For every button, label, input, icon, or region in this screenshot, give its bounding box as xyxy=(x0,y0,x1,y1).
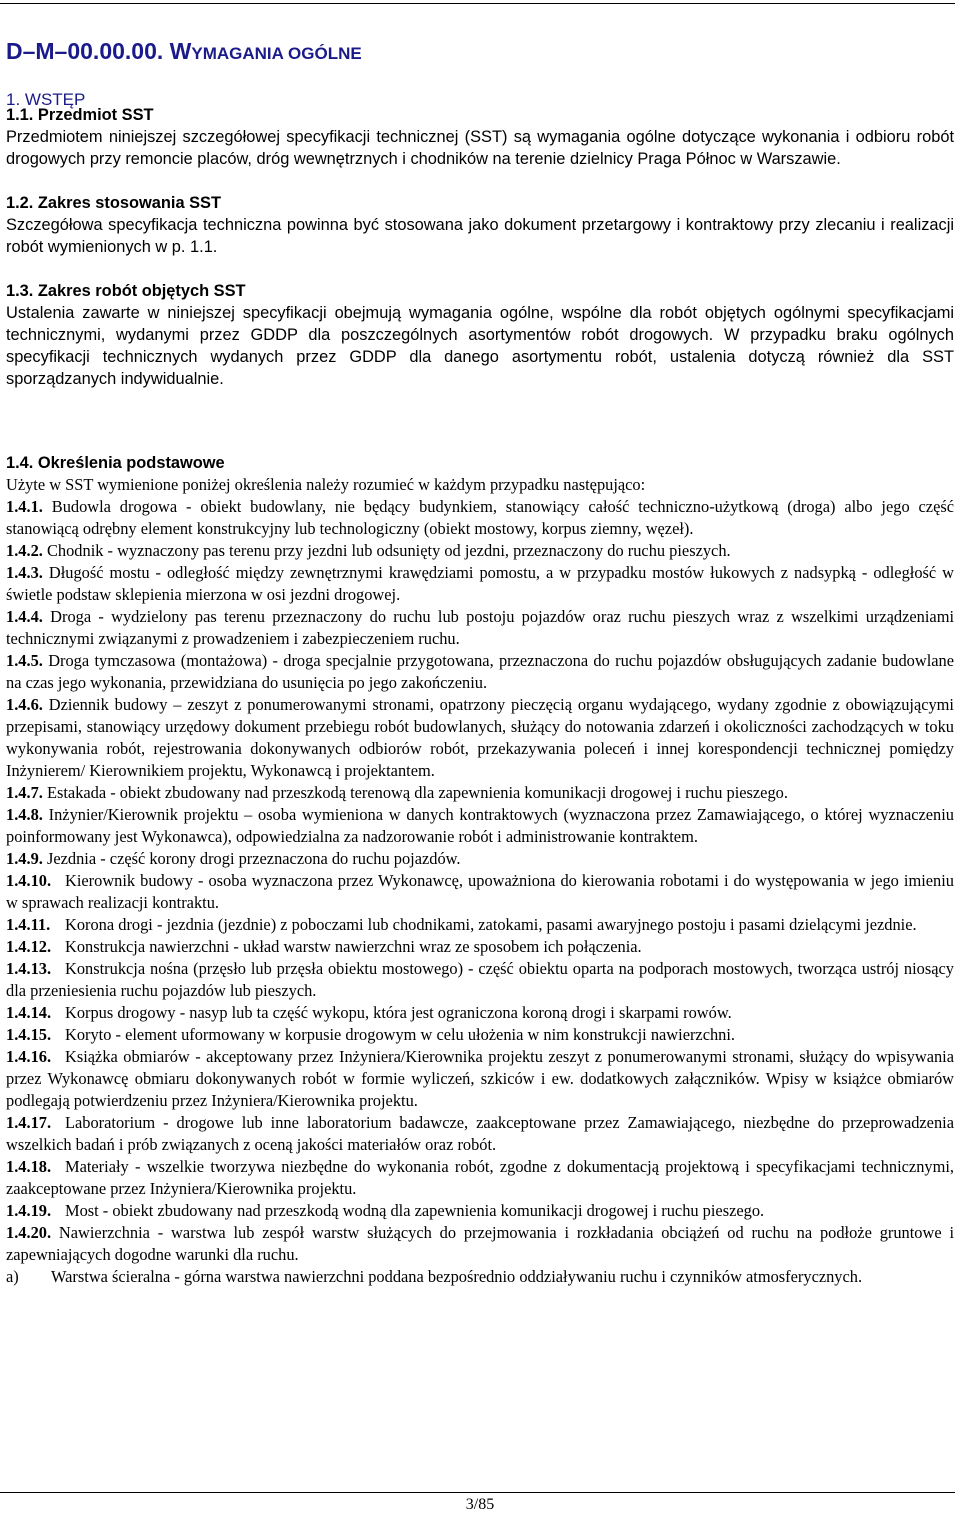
definition-number: 1.4.19. xyxy=(6,1201,52,1220)
definition-number: 1.4.8. xyxy=(6,805,43,824)
section-body: Ustalenia zawarte w niniejszej specyfikacji obejmują wymagania ogólne, wspólne dla robót objętych ogólnymi specyfikacjami technicznymi, wydanymi przez GDDP dla poszczególnych asortymentów robót drogowych. W przypadku braku ogólnych specyfikacji technicznych wydanych przez GDDP dla danego asortymentu robót, ustalenia dotyczą również dla SST sporządzanych indywidualnie. xyxy=(6,304,954,388)
definition-text: Warstwa ścieralna - górna warstwa nawierzchni poddana bezpośrednio oddziaływaniu ruchu i czynników atmosferycznych. xyxy=(51,1267,863,1286)
definition-item xyxy=(6,936,954,958)
definition-text: Książka obmiarów - akceptowany przez Inżyniera/Kierownika projektu zeszyt z ponumerowanymi stronami, służący do wpisywania przez Wykonawcę obmiaru dokonywanych robót w formie wyliczeń, szkiców i ew. dodatkowych załączników. Wpisy w książce obmiarów podlegają potwierdzeniu przez Inżyniera/Kierownika projektu. xyxy=(6,1047,954,1110)
definition-number: 1.4.2. xyxy=(6,541,43,560)
definitions-section xyxy=(6,452,954,1288)
definition-number: 1.4.3. xyxy=(6,563,43,582)
definition-item xyxy=(6,496,954,540)
definition-text: Dziennik budowy – zeszyt z ponumerowanymi stronami, opatrzony pieczęcią organu wydającego, wydany zgodnie z obowiązującymi przepisami, stanowiący urzędowy dokument przebiegu robót budowlanych, służący do notowania zdarzeń i okoliczności zachodzących w toku wykonywania robót, rejestrowania dokonywanych odbiorów robót, przekazywania poleceń i innej korespondencji technicznej pomiędzy Inżynierem/ Kierownikiem projektu, Wykonawcą i projektantem. xyxy=(6,695,954,780)
definition-text: Inżynier/Kierownik projektu – osoba wymieniona w danych kontraktowych (wyznaczona przez Zamawiającego, o której wyznaczeniu poinformowany jest Wykonawca), odpowiedzialna za nadzorowanie robót i administrowanie kontraktem. xyxy=(6,805,954,846)
definition-text: Droga tymczasowa (montażowa) - droga specjalnie przygotowana, przeznaczona do ruchu pojazdów obsługujących zadanie budowlane na czas jego wykonania, przewidziana do usunięcia po jego zakończeniu. xyxy=(6,651,954,692)
definition-number: 1.4.16. xyxy=(6,1047,52,1066)
section-body: Szczegółowa specyfikacja techniczna powinna być stosowana jako dokument przetargowy i kontraktowy przy zlecaniu i realizacji robót wymienionych w p. 1.1. xyxy=(6,216,954,256)
definition-item xyxy=(6,958,954,1002)
section-heading-intro: 1. WSTĘP xyxy=(6,90,86,109)
definition-text: Laboratorium - drogowe lub inne laboratorium badawcze, zaakceptowane przez Zamawiającego, niezbędne do przeprowadzenia wszelkich badań i prób związanych z oceną jakości materiałów oraz robót. xyxy=(6,1113,954,1154)
section-1-3 xyxy=(6,280,954,390)
definition-item xyxy=(6,1002,954,1024)
definition-item xyxy=(6,606,954,650)
definition-text: Most - obiekt zbudowany nad przeszkodą wodną dla zapewnienia komunikacji drogowej i ruchu pieszego. xyxy=(65,1201,765,1220)
definitions-intro: Użyte w SST wymienione poniżej określenia należy rozumieć w każdym przypadku następująco: xyxy=(6,475,646,494)
section-1-4 xyxy=(6,452,954,496)
definition-text: Długość mostu - odległość między zewnętrznymi krawędziami pomostu, a w przypadku mostów łukowych z nadsypką - odległość w świetle podstaw sklepienia mierzona w osi jezdni drogowej. xyxy=(6,563,954,604)
footer-rule xyxy=(0,1492,955,1493)
definition-item xyxy=(6,804,954,848)
section-heading: 1.3. Zakres robót objętych SST xyxy=(6,282,246,300)
header-rule xyxy=(0,3,955,4)
document-title xyxy=(6,38,362,65)
definition-item xyxy=(6,1024,954,1046)
definition-number: 1.4.17. xyxy=(6,1113,52,1132)
definition-number: 1.4.7. xyxy=(6,783,43,802)
definition-number: 1.4.11. xyxy=(6,915,51,934)
section-1-1 xyxy=(6,104,954,170)
definition-number: 1.4.20. xyxy=(6,1223,52,1242)
definition-item xyxy=(6,1046,954,1112)
definition-number: a) xyxy=(6,1267,19,1286)
section-1-2 xyxy=(6,192,954,258)
definition-item xyxy=(6,870,954,914)
definition-item xyxy=(6,562,954,606)
definition-item xyxy=(6,650,954,694)
section-heading xyxy=(6,452,954,474)
definition-item xyxy=(6,1200,954,1222)
definition-number: 1.4.9. xyxy=(6,849,43,868)
definition-item xyxy=(6,848,954,870)
definition-item xyxy=(6,1222,954,1266)
definition-item xyxy=(6,914,954,936)
definition-text: Estakada - obiekt zbudowany nad przeszkodą terenową dla zapewnienia komunikacji drogowej i ruchu pieszego. xyxy=(42,783,788,802)
definition-number: 1.4.14. xyxy=(6,1003,52,1022)
definition-text: Nawierzchnia - warstwa lub zespół warstw służących do przejmowania i rozkładania obciążeń od ruchu na podłoże gruntowe i zapewniających dogodne warunki dla ruchu. xyxy=(6,1223,954,1264)
definition-text: Kierownik budowy - osoba wyznaczona przez Wykonawcę, upoważniona do kierowania robotami i do występowania w jego imieniu w sprawach realizacji kontraktu. xyxy=(6,871,954,912)
definition-text: Korpus drogowy - nasyp lub ta część wykopu, która jest ograniczona koroną drogi i skarpami rowów. xyxy=(65,1003,732,1022)
definition-text: Droga - wydzielony pas terenu przeznaczony do ruchu lub postoju pojazdów oraz ruchu pieszych wraz z wszelkimi urządzeniami technicznymi związanymi z prowadzeniem i zabezpieczeniem ruchu. xyxy=(6,607,954,648)
definition-text: Budowla drogowa - obiekt budowlany, nie będący budynkiem, stanowiący całość techniczno-użytkową (droga) albo jego część stanowiącą odrębny element konstrukcyjny lub technologiczny (obiekt mostowy, korpus ziemny, węzeł). xyxy=(6,497,954,538)
definition-item xyxy=(6,540,954,562)
definitions-list xyxy=(6,496,954,1288)
definition-number: 1.4.6. xyxy=(6,695,43,714)
definition-number: 1.4.4. xyxy=(6,607,43,626)
definition-text: Konstrukcja nośna (przęsło lub przęsła obiektu mostowego) - część obiektu oparta na podporach mostowych, tworząca ustrój niosący dla przeniesienia ruchu pojazdów lub pieszych. xyxy=(6,959,954,1000)
definition-item xyxy=(6,1266,954,1288)
title-prefix: D–M–00.00.00. W xyxy=(6,38,192,64)
definition-number: 1.4.15. xyxy=(6,1025,52,1044)
section-title: Określenia podstawowe xyxy=(37,454,225,472)
title-rest: YMAGANIA OGÓLNE xyxy=(191,44,362,63)
definition-number: 1.4.13. xyxy=(6,959,52,978)
definition-number: 1.4.12. xyxy=(6,937,52,956)
definition-text: Korona drogi - jezdnia (jezdnie) z poboczami lub chodnikami, zatokami, pasami awaryjnego postoju i pasami dzielącymi jezdnie. xyxy=(65,915,917,934)
definition-item xyxy=(6,1156,954,1200)
definition-text: Materiały - wszelkie tworzywa niezbędne do wykonania robót, zgodne z dokumentacją projektową i specyfikacjami technicznymi, zaakceptowane przez Inżyniera/Kierownika projektu. xyxy=(6,1157,954,1198)
definition-number: 1.4.5. xyxy=(6,651,43,670)
section-heading: 1.1. Przedmiot SST xyxy=(6,106,154,124)
definition-number: 1.4.18. xyxy=(6,1157,52,1176)
definition-text: Konstrukcja nawierzchni - układ warstw nawierzchni wraz ze sposobem ich połączenia. xyxy=(65,937,642,956)
definition-item xyxy=(6,694,954,782)
definition-text: Koryto - element uformowany w korpusie drogowym w celu ułożenia w nim konstrukcji nawierzchni. xyxy=(65,1025,736,1044)
definition-text: Chodnik - wyznaczony pas terenu przy jezdni lub odsunięty od jezdni, przeznaczony do ruchu pieszych. xyxy=(42,541,731,560)
section-heading: 1.2. Zakres stosowania SST xyxy=(6,194,221,212)
definition-number: 1.4.10. xyxy=(6,871,52,890)
definition-number: 1.4.1. xyxy=(6,497,43,516)
section-body: Przedmiotem niniejszej szczegółowej specyfikacji technicznej (SST) są wymagania ogólne dotyczące wykonania i odbioru robót drogowych przy remoncie placów, dróg wewnętrznych i chodników na terenie dzielnicy Praga Północ w Warszawie. xyxy=(6,128,954,168)
definition-item xyxy=(6,1112,954,1156)
definition-text: Jezdnia - część korony drogi przeznaczona do ruchu pojazdów. xyxy=(42,849,461,868)
page-number: 3/85 xyxy=(465,1496,495,1513)
definition-item xyxy=(6,782,954,804)
section-number: 1.4. xyxy=(6,454,38,472)
intro-sections xyxy=(6,104,954,390)
